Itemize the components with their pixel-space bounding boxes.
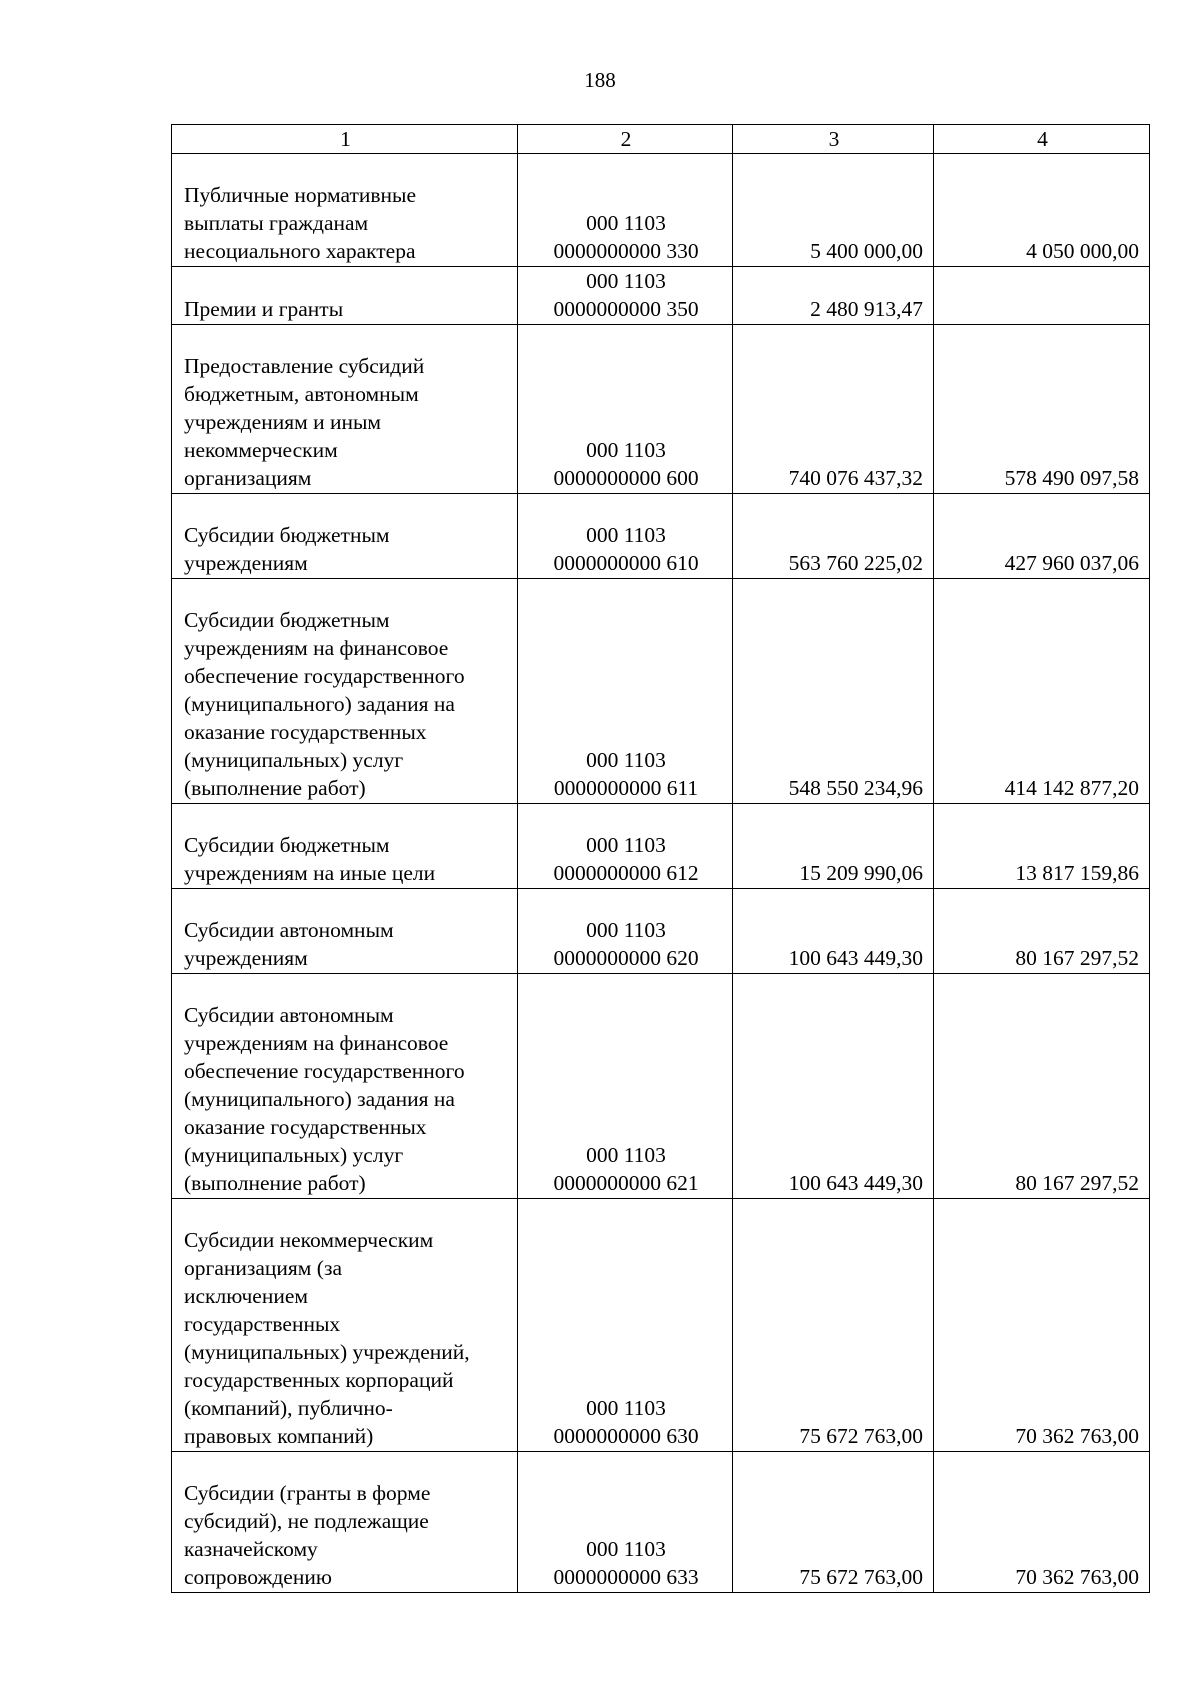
row-code-cell: 000 1103 0000000000 621 bbox=[518, 974, 733, 1199]
row-name-cell: Предоставление субсидий бюджетным, автономным учреждениям и иным некоммерческим организациям bbox=[172, 325, 518, 494]
table-row bbox=[172, 267, 1150, 325]
row-value-col4: 13 817 159,86 bbox=[934, 804, 1150, 889]
table-row bbox=[172, 1452, 1150, 1593]
row-value-col3: 548 550 234,96 bbox=[733, 579, 934, 804]
column-header-3: 3 bbox=[733, 125, 934, 154]
row-name-cell: Публичные нормативные выплаты гражданам несоциального характера bbox=[172, 154, 518, 267]
row-value-col4: 4 050 000,00 bbox=[934, 154, 1150, 267]
row-name-cell: Премии и гранты bbox=[172, 267, 518, 325]
row-value-col4: 70 362 763,00 bbox=[934, 1199, 1150, 1452]
row-name-cell: Субсидии автономным учреждениям на финансовое обеспечение государственного (муниципального) задания на оказание государственных (муниципальных) услуг (выполнение работ) bbox=[172, 974, 518, 1199]
row-name-cell: Субсидии бюджетным учреждениям на иные цели bbox=[172, 804, 518, 889]
row-value-col3: 100 643 449,30 bbox=[733, 889, 934, 974]
row-value-col3: 15 209 990,06 bbox=[733, 804, 934, 889]
budget-table bbox=[171, 124, 1150, 1593]
row-code-cell: 000 1103 0000000000 620 bbox=[518, 889, 733, 974]
row-name-cell: Субсидии бюджетным учреждениям на финансовое обеспечение государственного (муниципального) задания на оказание государственных (муниципальных) услуг (выполнение работ) bbox=[172, 579, 518, 804]
table-row bbox=[172, 154, 1150, 267]
column-header-1: 1 bbox=[172, 125, 518, 154]
row-code-cell: 000 1103 0000000000 630 bbox=[518, 1199, 733, 1452]
row-code-cell: 000 1103 0000000000 612 bbox=[518, 804, 733, 889]
row-value-col4: 70 362 763,00 bbox=[934, 1452, 1150, 1593]
row-value-col4: 427 960 037,06 bbox=[934, 494, 1150, 579]
row-code-cell: 000 1103 0000000000 330 bbox=[518, 154, 733, 267]
row-code-cell: 000 1103 0000000000 611 bbox=[518, 579, 733, 804]
row-value-col4: 80 167 297,52 bbox=[934, 974, 1150, 1199]
row-value-col3: 2 480 913,47 bbox=[733, 267, 934, 325]
page-number: 188 bbox=[584, 68, 616, 92]
table-row bbox=[172, 889, 1150, 974]
table-row bbox=[172, 494, 1150, 579]
row-value-col3: 75 672 763,00 bbox=[733, 1199, 934, 1452]
row-value-col3: 740 076 437,32 bbox=[733, 325, 934, 494]
row-code-cell: 000 1103 0000000000 600 bbox=[518, 325, 733, 494]
row-value-col3: 75 672 763,00 bbox=[733, 1452, 934, 1593]
row-code-cell: 000 1103 0000000000 350 bbox=[518, 267, 733, 325]
row-name-cell: Субсидии бюджетным учреждениям bbox=[172, 494, 518, 579]
table-row bbox=[172, 325, 1150, 494]
row-name-cell: Субсидии автономным учреждениям bbox=[172, 889, 518, 974]
row-value-col4: 80 167 297,52 bbox=[934, 889, 1150, 974]
row-value-col3: 5 400 000,00 bbox=[733, 154, 934, 267]
row-code-cell: 000 1103 0000000000 633 bbox=[518, 1452, 733, 1593]
table-row bbox=[172, 579, 1150, 804]
table-header-row bbox=[172, 125, 1150, 154]
row-value-col4: 414 142 877,20 bbox=[934, 579, 1150, 804]
table-row bbox=[172, 804, 1150, 889]
row-name-cell: Субсидии некоммерческим организациям (за исключением государственных (муниципальных) учреждений, государственных корпораций (компаний), публично- правовых компаний) bbox=[172, 1199, 518, 1452]
table-row bbox=[172, 974, 1150, 1199]
table-row bbox=[172, 1199, 1150, 1452]
column-header-2: 2 bbox=[518, 125, 733, 154]
row-value-col3: 100 643 449,30 bbox=[733, 974, 934, 1199]
row-code-cell: 000 1103 0000000000 610 bbox=[518, 494, 733, 579]
row-value-col4: 578 490 097,58 bbox=[934, 325, 1150, 494]
row-name-cell: Субсидии (гранты в форме субсидий), не подлежащие казначейскому сопровождению bbox=[172, 1452, 518, 1593]
row-value-col3: 563 760 225,02 bbox=[733, 494, 934, 579]
column-header-4: 4 bbox=[934, 125, 1150, 154]
row-value-col4 bbox=[934, 267, 1150, 325]
